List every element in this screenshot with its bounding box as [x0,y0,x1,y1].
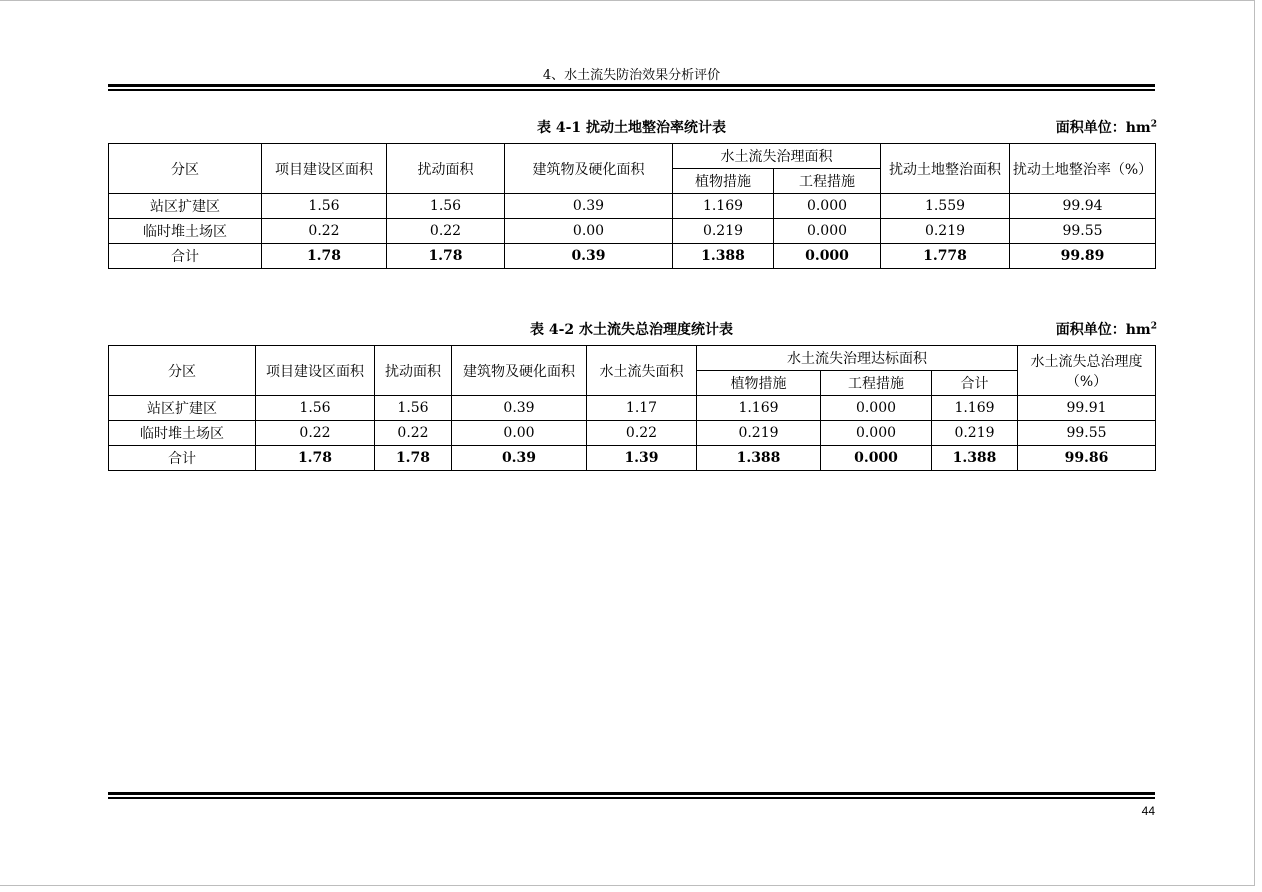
zone-cell: 合计 [109,446,256,471]
engineering-cell: 0.000 [774,194,881,219]
table-row [109,219,1156,244]
table1-header-zone: 分区 [109,144,262,194]
plant-cell: 0.219 [697,421,821,446]
table2 [108,345,1156,471]
rehab-area-cell: 1.559 [881,194,1010,219]
project-area-cell: 1.56 [262,194,387,219]
project-area-cell: 0.22 [262,219,387,244]
engineering-cell: 0.000 [821,446,932,471]
building-area-cell: 0.39 [505,194,673,219]
table2-unit-label: 面积单位：hm [1055,322,1151,338]
rehab-area-cell: 0.219 [881,219,1010,244]
plant-cell: 1.169 [697,396,821,421]
footer-rule-thin [108,797,1155,799]
building-area-cell: 0.39 [505,244,673,269]
loss-area-cell: 1.39 [587,446,697,471]
table1-unit-label: 面积单位：hm [1055,120,1151,136]
table2-header-subtotal: 合计 [932,371,1018,396]
table2-unit-sup: 2 [1150,321,1157,332]
subtotal-cell: 0.219 [932,421,1018,446]
table2-header-degree-unit: （%） [1065,373,1108,390]
disturb-area-cell: 1.56 [375,396,452,421]
table1-unit [1056,117,1157,137]
table1-header-engineering: 工程措施 [774,169,881,194]
table-row [109,396,1156,421]
engineering-cell: 0.000 [774,244,881,269]
table2-header-engineering: 工程措施 [821,371,932,396]
engineering-cell: 0.000 [821,396,932,421]
plant-cell: 1.388 [697,446,821,471]
project-area-cell: 0.22 [256,421,375,446]
table1-header-rehab-rate: 扰动土地整治率（%） [1010,144,1156,194]
table2-caption: 表 4-2 水土流失总治理度统计表 [529,322,734,338]
table1-header-project-area: 项目建设区面积 [262,144,387,194]
degree-cell: 99.91 [1018,396,1156,421]
disturb-area-cell: 1.78 [387,244,505,269]
header-rule-thick [108,84,1155,87]
building-area-cell: 0.39 [452,446,587,471]
loss-area-cell: 0.22 [587,421,697,446]
header-rule-thin [108,89,1155,91]
project-area-cell: 1.56 [256,396,375,421]
table1-header-building-area: 建筑物及硬化面积 [505,144,673,194]
zone-cell: 合计 [109,244,262,269]
table1-unit-sup: 2 [1150,119,1157,130]
table2-header-zone: 分区 [109,346,256,396]
table2-header-degree-label: 水土流失总治理度 [1030,353,1143,370]
table-row [109,421,1156,446]
rehab-rate-cell: 99.55 [1010,219,1156,244]
plant-cell: 1.169 [673,194,774,219]
table1-caption: 表 4-1 扰动土地整治率统计表 [536,120,727,136]
table1-header-disturb-area: 扰动面积 [387,144,505,194]
degree-cell: 99.86 [1018,446,1156,471]
building-area-cell: 0.39 [452,396,587,421]
running-header: 4、水土流失防治效果分析评价 [542,68,721,83]
table-total-row [109,244,1156,269]
degree-cell: 99.55 [1018,421,1156,446]
table2-header-disturb-area: 扰动面积 [375,346,452,396]
rehab-area-cell: 1.778 [881,244,1010,269]
engineering-cell: 0.000 [821,421,932,446]
project-area-cell: 1.78 [256,446,375,471]
table1-header-rehab-area: 扰动土地整治面积 [881,144,1010,194]
table1-header-control-area: 水土流失治理面积 [673,144,881,169]
table2-unit [1056,319,1157,339]
zone-cell: 临时堆土场区 [109,219,262,244]
table2-header-project-area: 项目建设区面积 [256,346,375,396]
disturb-area-cell: 1.78 [375,446,452,471]
table-total-row [109,446,1156,471]
table2-header-degree [1018,346,1156,396]
footer-rule-thick [108,792,1155,795]
table-row [109,194,1156,219]
plant-cell: 0.219 [673,219,774,244]
subtotal-cell: 1.169 [932,396,1018,421]
table2-header-std-area: 水土流失治理达标面积 [697,346,1018,371]
zone-cell: 临时堆土场区 [109,421,256,446]
disturb-area-cell: 1.56 [387,194,505,219]
plant-cell: 1.388 [673,244,774,269]
engineering-cell: 0.000 [774,219,881,244]
rehab-rate-cell: 99.94 [1010,194,1156,219]
zone-cell: 站区扩建区 [109,396,256,421]
table2-header-building-area: 建筑物及硬化面积 [452,346,587,396]
disturb-area-cell: 0.22 [375,421,452,446]
table1-header-plant: 植物措施 [673,169,774,194]
rehab-rate-cell: 99.89 [1010,244,1156,269]
building-area-cell: 0.00 [452,421,587,446]
table2-header-loss-area: 水土流失面积 [587,346,697,396]
page-number: 44 [1141,804,1155,818]
building-area-cell: 0.00 [505,219,673,244]
disturb-area-cell: 0.22 [387,219,505,244]
project-area-cell: 1.78 [262,244,387,269]
loss-area-cell: 1.17 [587,396,697,421]
subtotal-cell: 1.388 [932,446,1018,471]
zone-cell: 站区扩建区 [109,194,262,219]
table1 [108,143,1156,269]
table2-header-plant: 植物措施 [697,371,821,396]
